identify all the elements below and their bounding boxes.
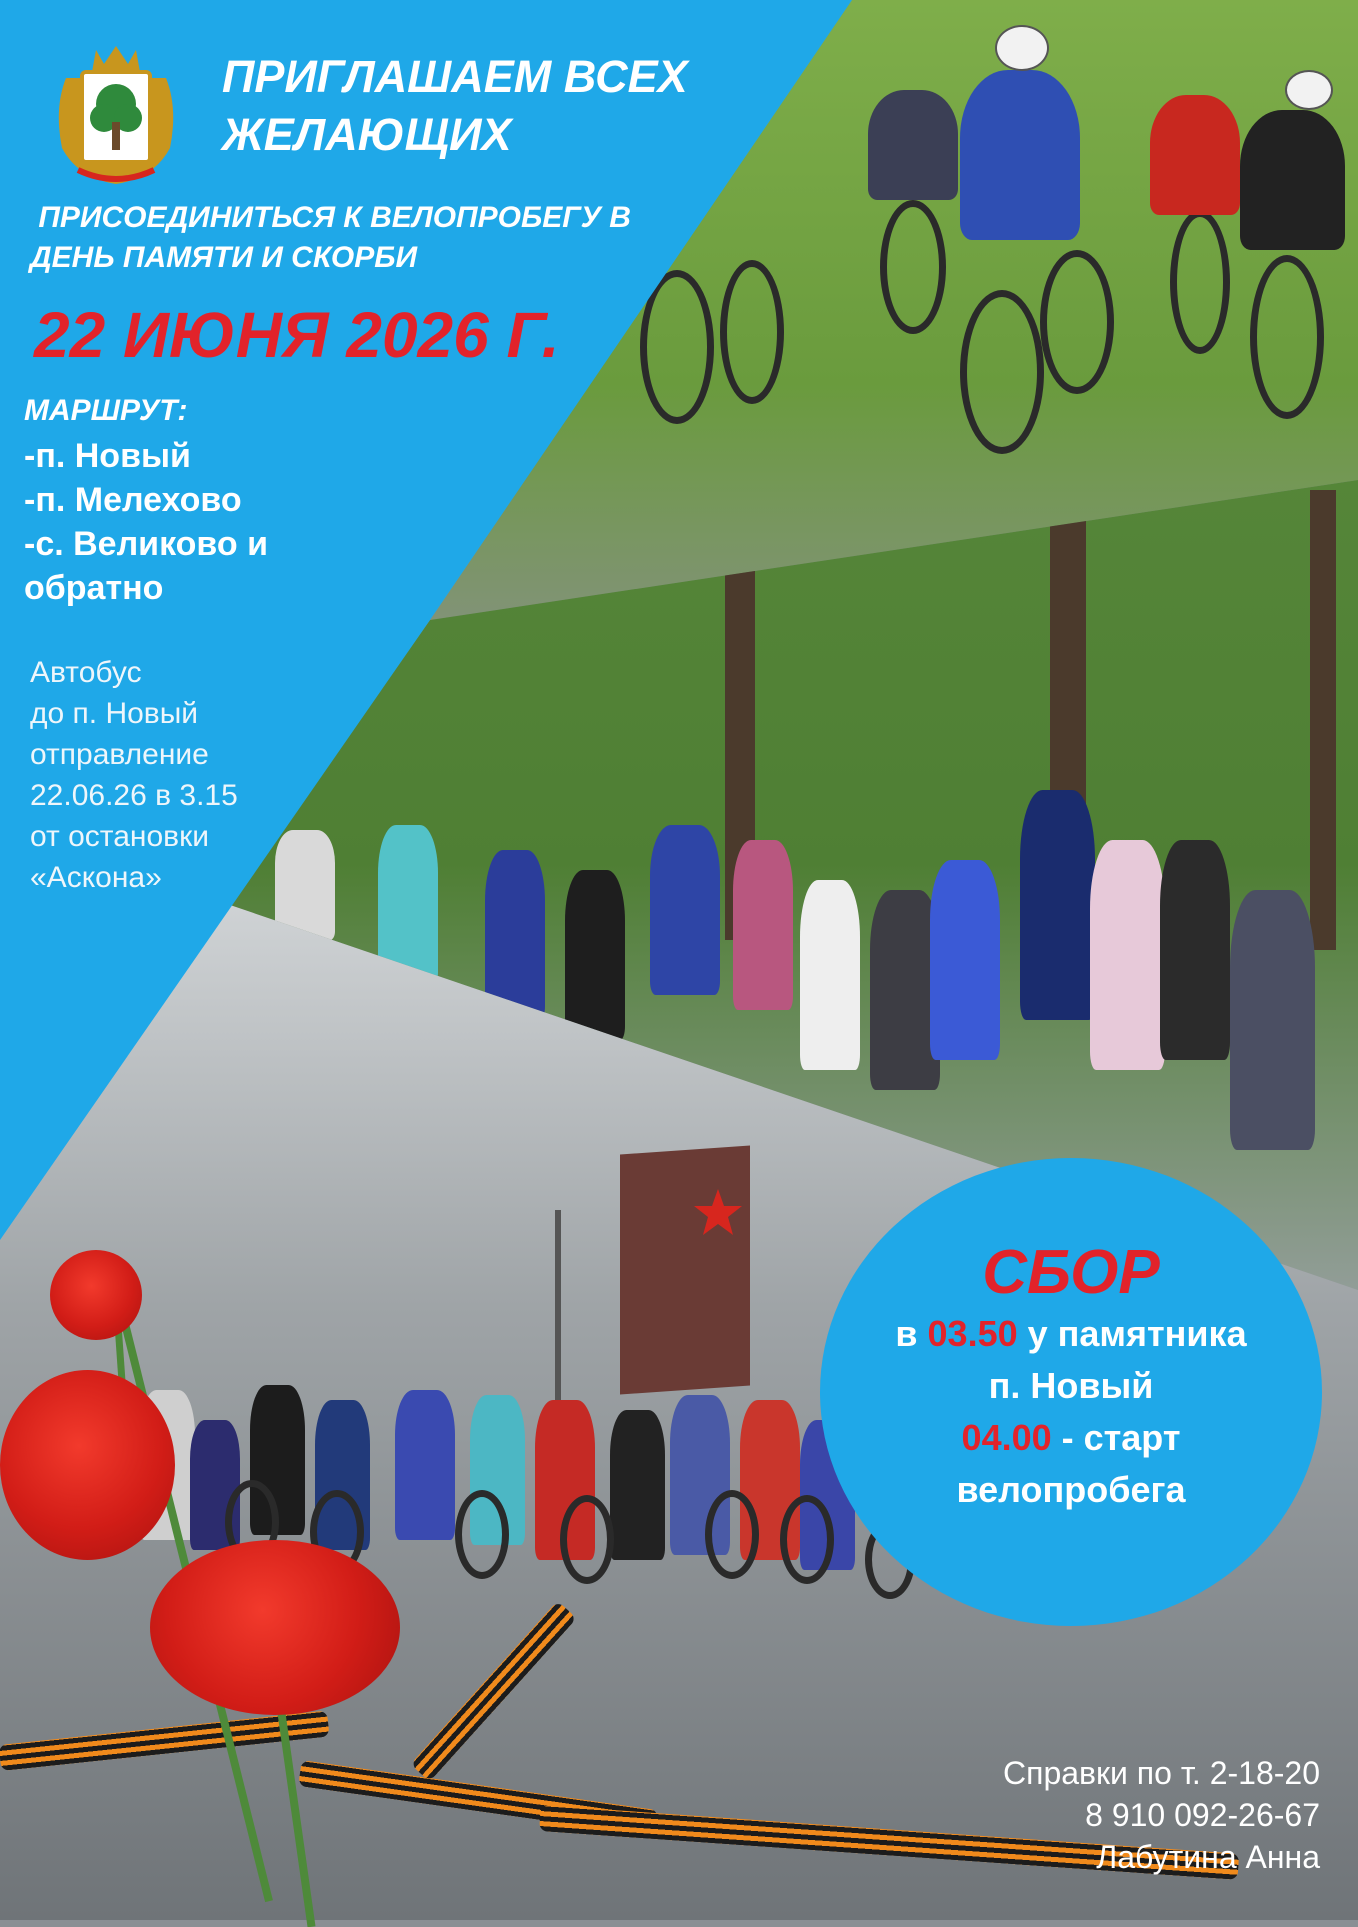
bike-wheel bbox=[720, 260, 784, 404]
bus-line: 22.06.26 в 3.15 bbox=[30, 779, 238, 812]
cyclist bbox=[960, 70, 1080, 240]
walker bbox=[485, 850, 545, 1020]
walker bbox=[1090, 840, 1165, 1070]
bike-wheel bbox=[880, 200, 946, 334]
route-item: -п. Новый bbox=[24, 437, 191, 475]
war-memorial bbox=[620, 1145, 750, 1394]
tree-trunk bbox=[1310, 490, 1336, 950]
participant bbox=[395, 1390, 455, 1540]
carnation-bud bbox=[50, 1250, 142, 1340]
bus-line: отправление bbox=[30, 738, 209, 771]
bus-line: до п. Новый bbox=[30, 697, 199, 730]
walker bbox=[930, 860, 1000, 1060]
street-lamp bbox=[555, 1210, 561, 1400]
title-line-2: ЖЕЛАЮЩИХ bbox=[222, 109, 512, 160]
walker bbox=[1020, 790, 1095, 1020]
cyclist bbox=[1240, 110, 1345, 250]
contact-person: Лабутина Анна bbox=[1096, 1839, 1320, 1875]
bike-wheel bbox=[960, 290, 1044, 454]
start-label: - старт bbox=[1051, 1417, 1181, 1458]
gathering-time-line bbox=[820, 1308, 1322, 1360]
contact-phone-2: 8 910 092-26-67 bbox=[1085, 1797, 1320, 1833]
red-star-icon bbox=[692, 1188, 744, 1238]
bus-line: Автобус bbox=[30, 656, 142, 689]
gathering-time: 03.50 bbox=[927, 1313, 1018, 1354]
contact-info bbox=[1003, 1752, 1320, 1878]
invitation-title bbox=[222, 48, 782, 164]
bike-wheel bbox=[1040, 250, 1114, 394]
cyclist bbox=[1150, 95, 1240, 215]
participant bbox=[610, 1410, 665, 1560]
route-item: -с. Великово и bbox=[24, 525, 268, 563]
gathering-place: у памятника bbox=[1017, 1313, 1247, 1354]
cyclist bbox=[868, 90, 958, 200]
subtitle-line-2: ДЕНЬ ПАМЯТИ И СКОРБИ bbox=[30, 241, 418, 274]
carnation-flower bbox=[150, 1540, 400, 1715]
event-subtitle bbox=[30, 198, 730, 278]
bus-info bbox=[30, 652, 238, 898]
route-item: -п. Мелехово bbox=[24, 481, 242, 519]
walker bbox=[1160, 840, 1230, 1060]
start-time-line bbox=[820, 1412, 1322, 1464]
bike-wheel bbox=[560, 1495, 614, 1584]
gathering-village: п. Новый bbox=[988, 1365, 1154, 1406]
title-line-1: ПРИГЛАШАЕМ ВСЕХ bbox=[222, 51, 688, 102]
start-time: 04.00 bbox=[961, 1417, 1052, 1458]
helmet bbox=[995, 25, 1049, 71]
carnation-flower bbox=[0, 1370, 175, 1560]
bus-line: от остановки bbox=[30, 820, 209, 853]
ride-label: велопробега bbox=[956, 1469, 1186, 1510]
subtitle-line-1: ПРИСОЕДИНИТЬСЯ К ВЕЛОПРОБЕГУ В bbox=[30, 201, 631, 234]
walker bbox=[1230, 890, 1315, 1150]
gathering-info-circle bbox=[820, 1158, 1322, 1626]
walker bbox=[733, 840, 793, 1010]
coat-of-arms-emblem bbox=[48, 38, 184, 188]
walker bbox=[800, 880, 860, 1070]
contact-phone-1: Справки по т. 2-18-20 bbox=[1003, 1755, 1320, 1791]
bike-wheel bbox=[1170, 210, 1230, 354]
bike-wheel bbox=[1250, 255, 1324, 419]
route-title: МАРШРУТ: bbox=[24, 394, 188, 427]
helmet bbox=[1285, 70, 1333, 110]
gathering-prefix: в bbox=[895, 1313, 928, 1354]
walker bbox=[565, 870, 625, 1040]
route-item: обратно bbox=[24, 569, 164, 607]
walker bbox=[650, 825, 720, 995]
bus-line: «Аскона» bbox=[30, 861, 162, 894]
route-list bbox=[24, 434, 268, 610]
bike-wheel bbox=[705, 1490, 759, 1579]
gathering-title: СБОР bbox=[982, 1238, 1160, 1307]
event-date: 22 ИЮНЯ 2026 Г. bbox=[34, 299, 560, 371]
bike-wheel bbox=[455, 1490, 509, 1579]
